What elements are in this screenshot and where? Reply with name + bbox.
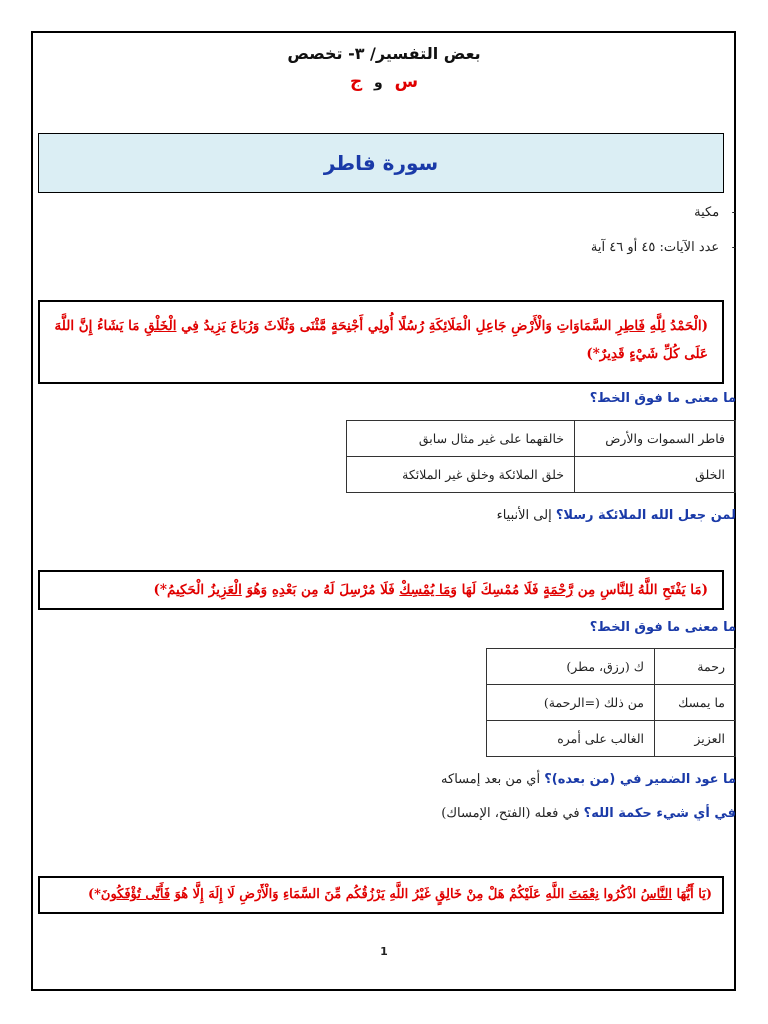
verse-box-2: (مَا يَفْتَحِ اللَّهُ لِلنَّاسِ مِن رَّحْمَةٍ فَلَا مُمْسِكَ لَهَا وَمَا يُمْسِكْ فَلَا مُرْسِلَ لَهُ مِن بَعْدِهِ وَهُوَ الْعَزِيزُ الْحَكِيمُ*) — [38, 570, 724, 610]
table-row — [487, 721, 736, 757]
verse-box-3: (يَا أَيُّهَا النَّاسُ اذْكُرُوا نِعْمَتَ اللَّهِ عَلَيْكُمْ هَلْ مِنْ خَالِقٍ غَيْرُ اللَّهِ يَرْزُقُكُم مِّنَ السَّمَاءِ وَالْأَرْضِ لَا إِلَهَ إِلَّا هُوَ فَأَنَّى تُؤْفَكُونَ*) — [38, 876, 724, 914]
marker-jim: ج — [349, 72, 363, 92]
section-marker — [0, 72, 768, 92]
fact-text: مكية — [694, 205, 720, 220]
page-number: 1 — [380, 945, 388, 958]
table-row — [487, 685, 736, 721]
table-cell-meaning: من ذلك (=الرحمة) — [487, 685, 655, 721]
fact-verse-count — [591, 240, 736, 255]
question-messengers: لمن جعل الله الملائكة رسلا؟ إلى الأنبياء — [496, 508, 736, 523]
verse-box-1: (الْحَمْدُ لِلَّهِ فَاطِرِ السَّمَاوَاتِ وَالْأَرْضِ جَاعِلِ الْمَلَائِكَةِ رُسُلًا أُولِي أَجْنِحَةٍ مَّثْنَى وَثُلَاثَ وَرُبَاعَ يَزِيدُ فِي الْخَلْقِ مَا يَشَاءُ إِنَّ اللَّهَ عَلَى كُلِّ شَيْءٍ قَدِيرٌ*) — [38, 300, 724, 384]
question-pronoun: ما عود الضمير في (من بعده)؟ أي من بعد إمساكه — [441, 772, 736, 787]
table-row — [487, 649, 736, 685]
question-wisdom: في أي شيء حكمة الله؟ في فعله (الفتح، الإمساك) — [441, 806, 736, 821]
table-cell-meaning: الغالب على أمره — [487, 721, 655, 757]
marker-waw: و — [374, 75, 383, 91]
table-cell-term: الخلق — [575, 457, 736, 493]
surah-title: سورة فاطر — [323, 151, 439, 175]
table-cell-meaning: خلق الملائكة وخلق غير الملائكة — [347, 457, 575, 493]
question-meaning-1: ما معنى ما فوق الخط؟ — [589, 391, 736, 406]
page-title: بعض التفسير/ ٣- تخصص — [287, 44, 481, 63]
table-cell-term: ما يمسك — [655, 685, 736, 721]
surah-title-box — [38, 133, 724, 193]
fact-dash: - — [731, 205, 736, 220]
table-cell-term: فاطر السموات والأرض — [575, 421, 736, 457]
fact-dash: - — [731, 240, 736, 255]
fact-text: عدد الآيات: ٤٥ أو ٤٦ آية — [590, 240, 720, 255]
table-row — [347, 421, 736, 457]
table-cell-meaning: خالقهما على غير مثال سابق — [347, 421, 575, 457]
vocab-table-2 — [486, 648, 736, 757]
table-cell-meaning: ك (رزق، مطر) — [487, 649, 655, 685]
table-cell-term: رحمة — [655, 649, 736, 685]
table-cell-term: العزيز — [655, 721, 736, 757]
vocab-table-1 — [346, 420, 736, 493]
table-row — [347, 457, 736, 493]
question-meaning-2: ما معنى ما فوق الخط؟ — [589, 620, 736, 635]
marker-sin: س — [394, 72, 419, 92]
fact-makki — [694, 205, 736, 220]
